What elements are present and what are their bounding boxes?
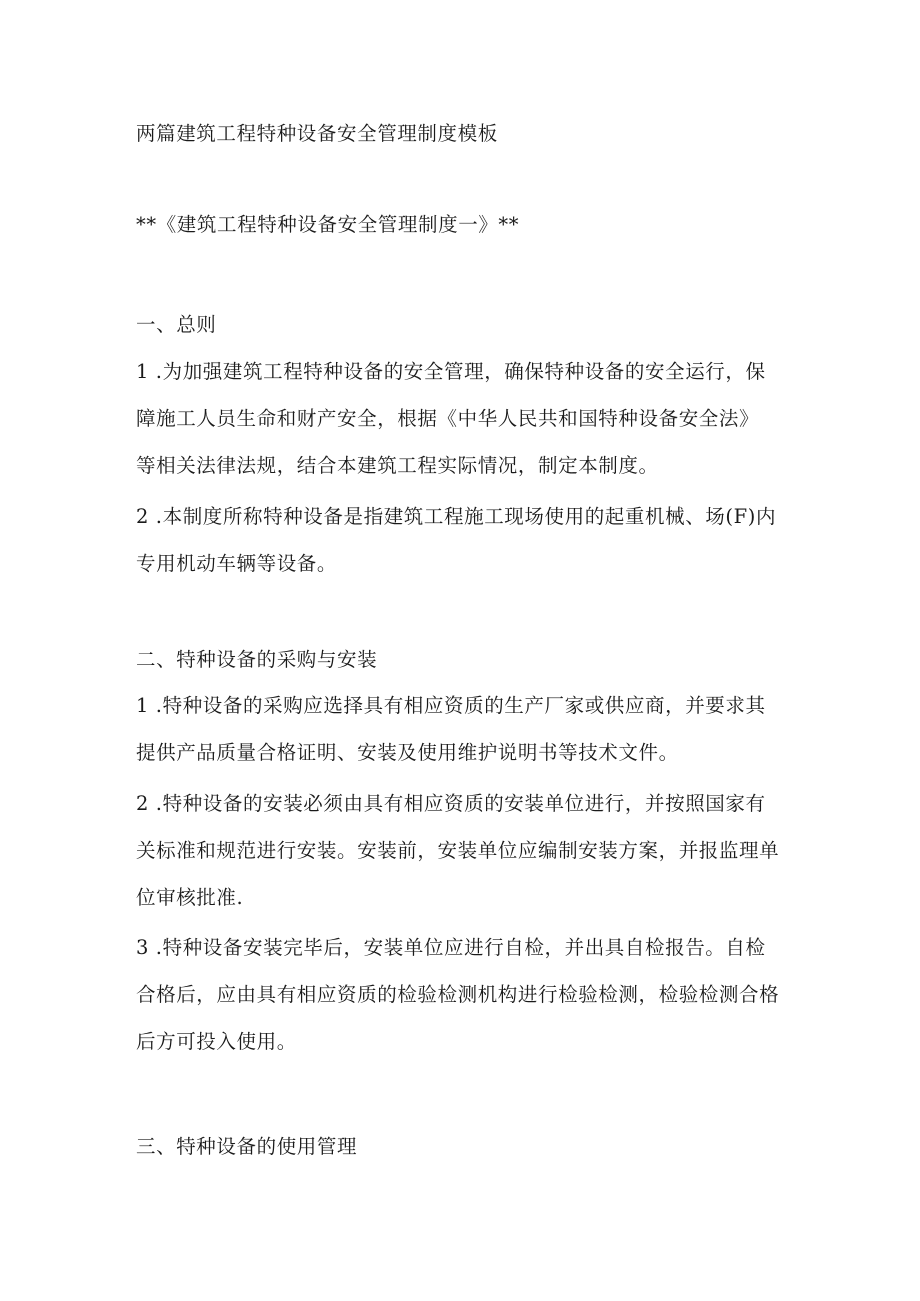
paragraph-line: 1 .为加强建筑工程特种设备的安全管理，确保特种设备的安全运行，保 (136, 360, 766, 383)
paragraph-line: 后方可投入使用。 (136, 1030, 297, 1053)
paragraph-line: 1 .特种设备的采购应选择具有相应资质的生产厂家或供应商，并要求其 (136, 694, 766, 717)
paragraph-line: 障施工人员生命和财产安全，根据《中华人民共和国特种设备安全法》 (136, 407, 760, 430)
document-title: 两篇建筑工程特种设备安全管理制度模板 (136, 122, 498, 145)
paragraph-line: 专用机动车辆等设备。 (136, 552, 338, 575)
paragraph-line: 2 .特种设备的安装必须由具有相应资质的安装单位进行，并按照国家有 (136, 792, 766, 815)
section-heading: 一、总则 (136, 313, 217, 336)
paragraph-line: 合格后，应由具有相应资质的检验检测机构进行检验检测，检验检测合格 (136, 983, 780, 1006)
paragraph-line: 3 .特种设备安装完毕后，安装单位应进行自检，并出具自检报告。自检 (136, 936, 766, 959)
paragraph-line: 位审核批准. (136, 886, 244, 909)
section-heading: 三、特种设备的使用管理 (136, 1135, 358, 1158)
paragraph-line: 等相关法律法规，结合本建筑工程实际情况，制定本制度。 (136, 454, 659, 477)
document-subtitle: **《建筑工程特种设备安全管理制度一》** (136, 213, 520, 236)
paragraph-line: 提供产品质量合格证明、安装及使用维护说明书等技术文件。 (136, 741, 679, 764)
paragraph-line: 关标准和规范进行安装。安装前，安装单位应编制安装方案，并报监理单 (136, 839, 780, 862)
section-heading: 二、特种设备的采购与安装 (136, 648, 378, 671)
paragraph-line: 2 .本制度所称特种设备是指建筑工程施工现场使用的起重机械、场(F)内 (136, 505, 777, 528)
